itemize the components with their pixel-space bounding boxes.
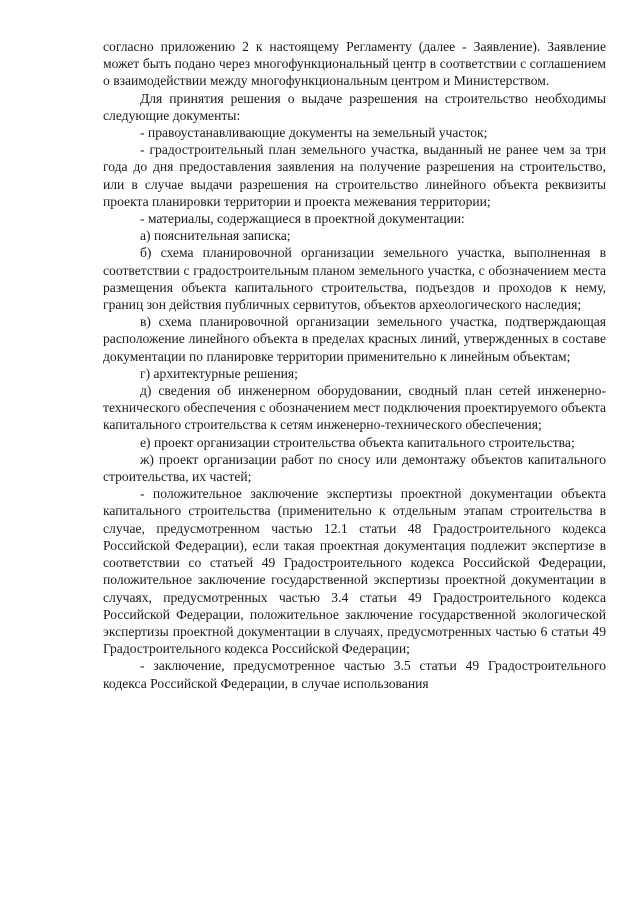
- paragraph-application-submission: согласно приложению 2 к настоящему Регламенту (далее - Заявление). Заявление может быть подано через многофункциональный центр в соответствии с соглашением о взаимодействии между многофункциональным центром и Министерством.: [103, 39, 606, 89]
- list-item-project-materials: - материалы, содержащиеся в проектной документации:: [140, 211, 465, 227]
- sub-item-g-demolition: ж) проект организации работ по сносу или демонтажу объектов капитального строительства, их частей;: [103, 451, 606, 485]
- paragraph-required-documents-intro: Для принятия решения о выдаче разрешения на строительство необходимы следующие документы:: [103, 90, 606, 123]
- list-item-title-documents: - правоустанавливающие документы на земельный участок;: [140, 125, 488, 141]
- sub-item-e-engineering: д) сведения об инженерном оборудовании, сводный план сетей инженерно-технического обеспечения с обозначением мест подключения проектируемого объекта капитального строительства к сетям инженерно-технического обеспечения;: [103, 383, 606, 433]
- sub-item-c: в) схема планировочной организации земельного участка, подтверждающая расположение линейного объекта в пределах красных линий, утвержденных в составе документации по планировке территории применительно к линейным объектам;: [103, 314, 606, 364]
- sub-item-f-construction-project: е) проект организации строительства объекта капитального строительства;: [140, 434, 575, 450]
- list-item-conclusion-part-3-5: - заключение, предусмотренное частью 3.5 статьи 49 Градостроительного кодекса Российской Федерации, в случае использования: [103, 658, 606, 691]
- list-item-expertise-conclusion: - положительное заключение экспертизы проектной документации объекта капитального строительства (применительно к отдельным этапам строительства в случае, предусмотренном частью 12.1 статьи 48 Градостроительного кодекса Российской Федерации), если такая проектная документация подлежит экспертизе в соответствии со статьей 49 Градостроительного кодекса Российской Федерации, положительное заключение государственной экспертизы проектной документации в случаях, предусмотренных частью 3.4 статьи 49 Градостроительного кодекса Российской Федерации, положительное заключение государственной экологической экспертизы проектной документации в случаях, предусмотренных частью 6 статьи 49 Градостроительного кодекса Российской Федерации;: [103, 486, 606, 657]
- sub-item-d-architecture: г) архитектурные решения;: [140, 365, 298, 381]
- sub-item-b: б) схема планировочной организации земельного участка, выполненная в соответствии с градостроительным планом земельного участка, с обозначением места размещения объекта капитального строительства, подъездов и проходов к нему, границ зон действия публичных сервитутов, объектов археологического наследия;: [103, 245, 606, 313]
- sub-item-a: а) пояснительная записка;: [140, 228, 291, 244]
- list-item-urban-plan: - градостроительный план земельного участка, выданный не ранее чем за три года до дня предоставления заявления на получение разрешения на строительство, или в случае выдачи разрешения на строительство линейного объекта реквизиты проекта планировки территории и проекта межевания территории;: [103, 142, 606, 209]
